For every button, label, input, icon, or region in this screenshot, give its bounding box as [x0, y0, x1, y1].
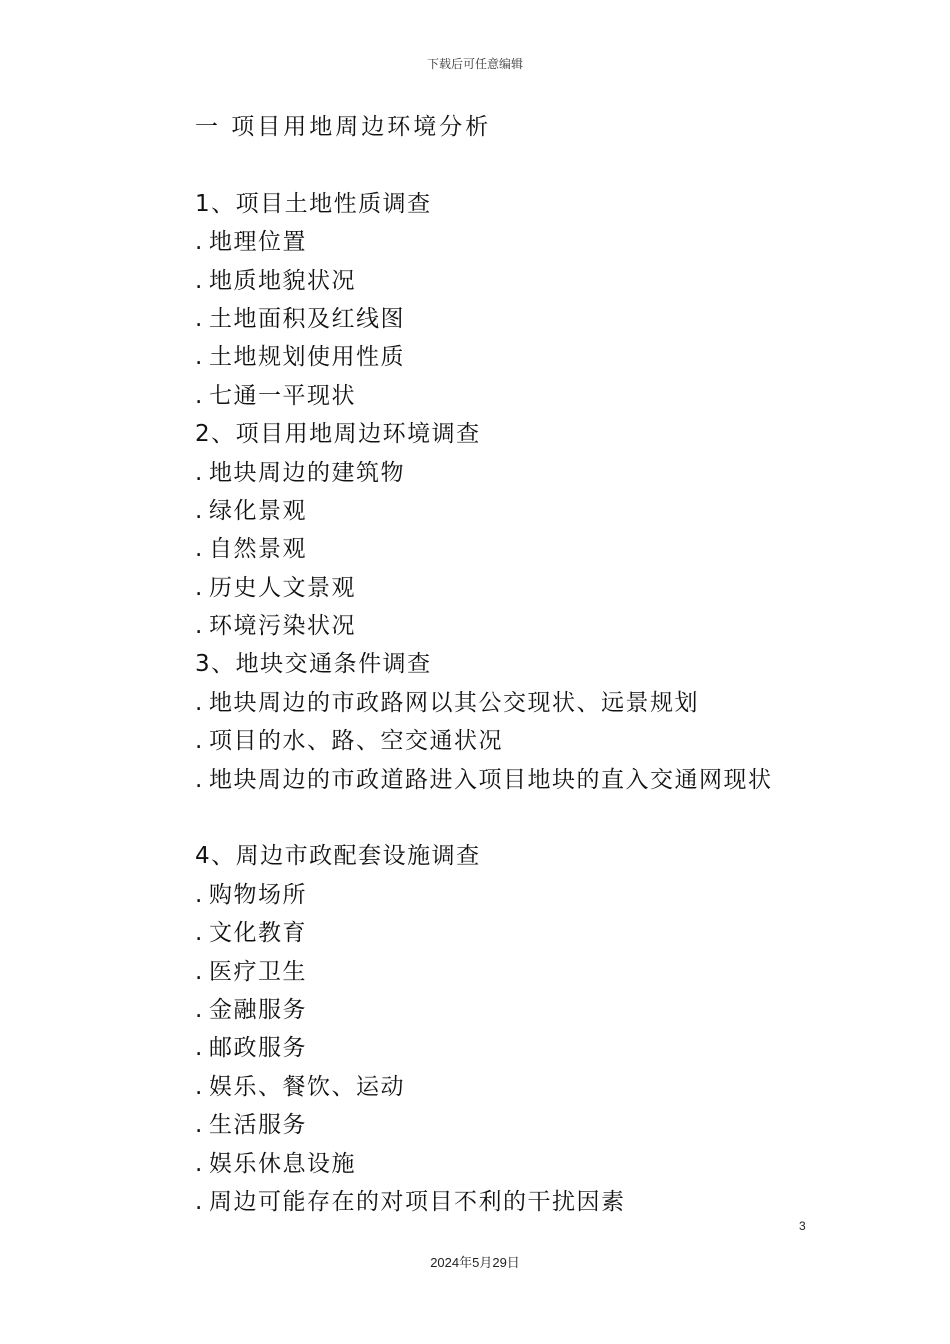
bullet-dot: . [195, 267, 204, 294]
list-item: . 娱乐休息设施 [195, 1145, 855, 1183]
bullet-dot: . [195, 958, 204, 985]
page-number: 3 [799, 1219, 806, 1233]
list-item: . 娱乐、餐饮、运动 [195, 1068, 855, 1106]
subsection-title: 2、项目用地周边环境调查 [195, 421, 481, 448]
bullet-dot: . [195, 459, 204, 486]
list-item: . 邮政服务 [195, 1029, 855, 1067]
bullet-dot: . [195, 536, 204, 563]
list-item: . 地块周边的建筑物 [195, 454, 855, 492]
spacer [195, 146, 855, 184]
list-item: . 地块周边的市政道路进入项目地块的直入交通网现状 [195, 761, 855, 799]
list-item: . 土地规划使用性质 [195, 338, 855, 376]
list-item: . 七通一平现状 [195, 377, 855, 415]
list-item: . 金融服务 [195, 991, 855, 1029]
list-item: . 文化教育 [195, 914, 855, 952]
page-footer-date: 2024年5月29日 [430, 1255, 520, 1270]
list-item: . 地块周边的市政路网以其公交现状、远景规划 [195, 684, 855, 722]
list-item: . 绿化景观 [195, 492, 855, 530]
bullet-dot: . [195, 497, 204, 524]
list-item: . 环境污染状况 [195, 607, 855, 645]
subsection-title: 1、项目土地性质调查 [195, 190, 432, 217]
bullet-dot: . [195, 382, 204, 409]
bullet-dot: . [195, 305, 204, 332]
bullet-dot: . [195, 229, 204, 256]
list-item: . 地理位置 [195, 223, 855, 261]
bullet-dot: . [195, 689, 204, 716]
bullet-dot: . [195, 1073, 204, 1100]
bullet-dot: . [195, 1188, 204, 1215]
list-item: . 购物场所 [195, 876, 855, 914]
subsection-title: 3、地块交通条件调查 [195, 651, 432, 678]
list-item: . 周边可能存在的对项目不利的干扰因素 [195, 1183, 855, 1221]
spacer [195, 799, 855, 837]
bullet-dot: . [195, 881, 204, 908]
bullet-dot: . [195, 996, 204, 1023]
bullet-dot: . [195, 1112, 204, 1139]
bullet-dot: . [195, 920, 204, 947]
list-item: . 项目的水、路、空交通状况 [195, 722, 855, 760]
list-item: . 医疗卫生 [195, 953, 855, 991]
bullet-dot: . [195, 613, 204, 640]
document-body [195, 108, 855, 1221]
list-item: . 历史人文景观 [195, 569, 855, 607]
bullet-dot: . [195, 344, 204, 371]
bullet-dot: . [195, 1035, 204, 1062]
section-heading: 一 项目用地周边环境分析 [195, 114, 492, 140]
bullet-dot: . [195, 766, 204, 793]
list-item: . 自然景观 [195, 530, 855, 568]
subsection-title: 4、周边市政配套设施调查 [195, 843, 481, 870]
bullet-dot: . [195, 574, 204, 601]
bullet-dot: . [195, 728, 204, 755]
list-item: . 土地面积及红线图 [195, 300, 855, 338]
list-item: . 地质地貌状况 [195, 262, 855, 300]
bullet-dot: . [195, 1150, 204, 1177]
page-header: 下载后可任意编辑 [426, 57, 523, 71]
list-item: . 生活服务 [195, 1106, 855, 1144]
